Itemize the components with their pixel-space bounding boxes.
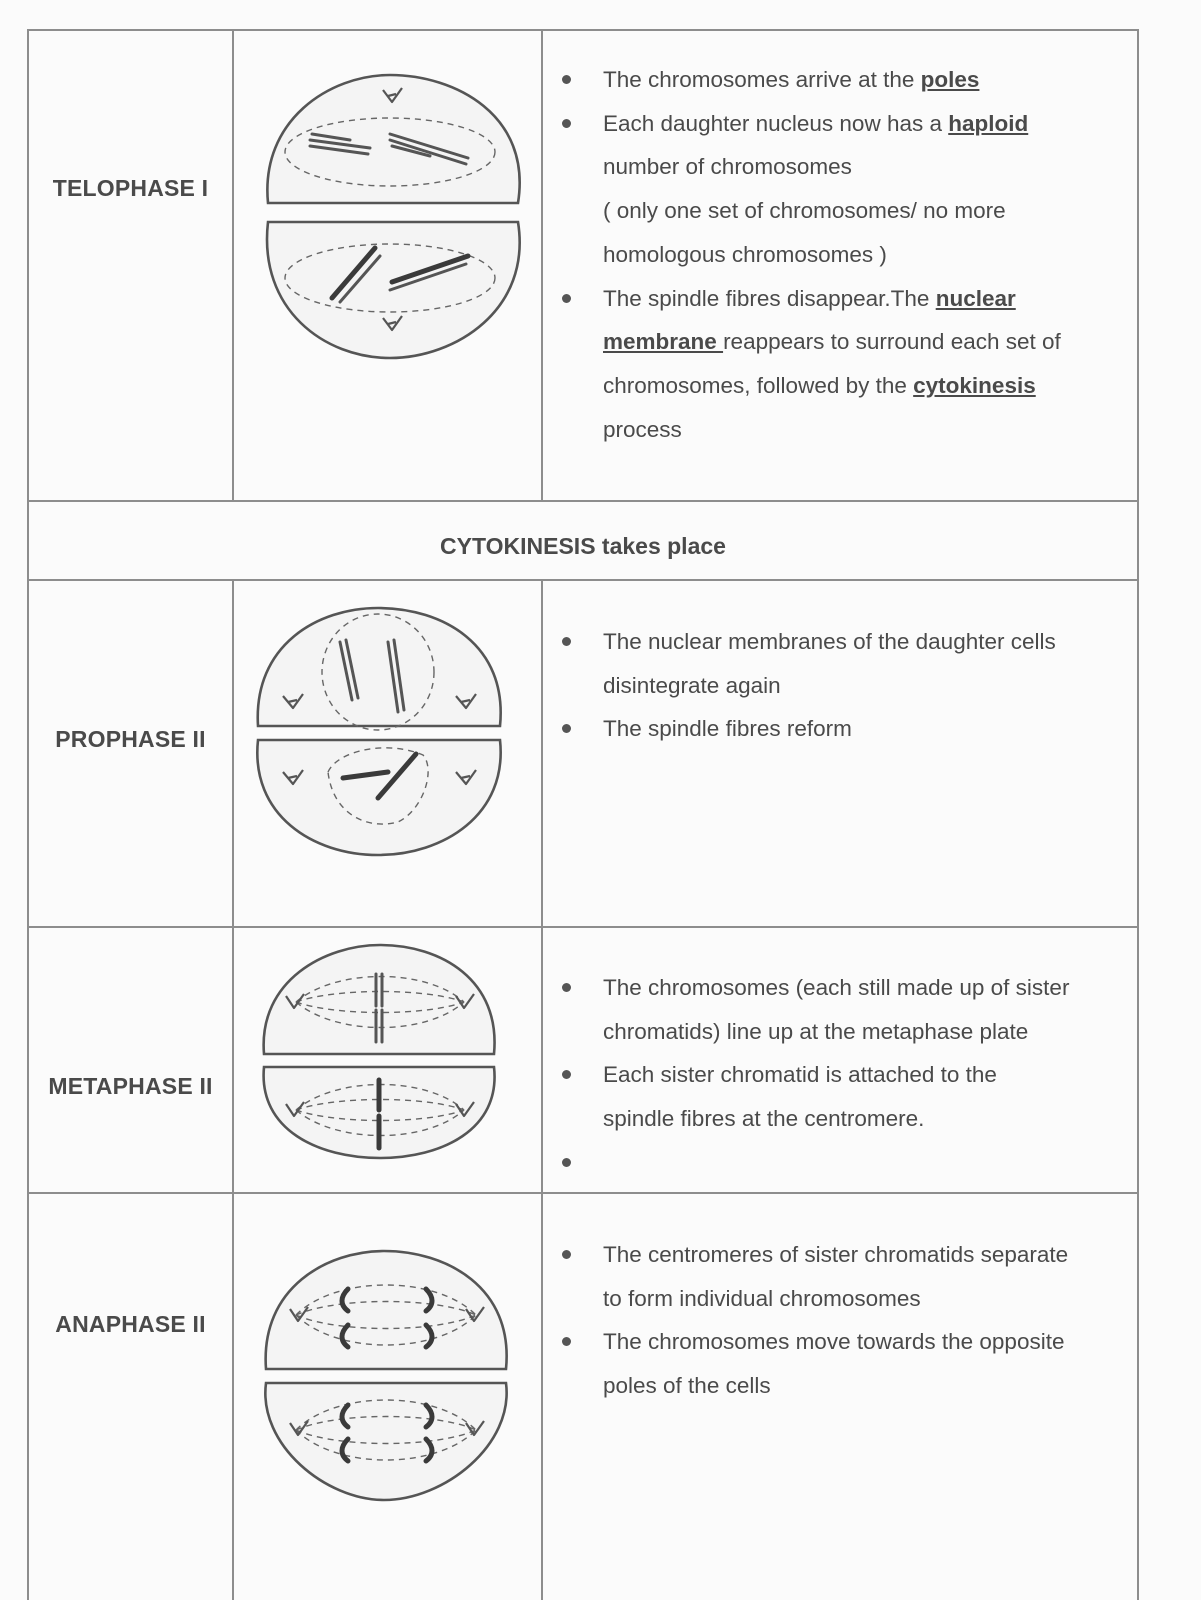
note-line (560, 364, 1135, 408)
stage-label-telophase-1: TELOPHASE I (52, 175, 209, 201)
keyword-haploid: haploid (948, 110, 1029, 136)
row-divider (27, 1192, 1139, 1194)
prophase-2-notes (560, 620, 1135, 751)
stage-label-prophase-2: PROPHASE II (55, 726, 206, 752)
bullet (562, 1158, 571, 1167)
banner-suffix: takes place (595, 533, 726, 559)
note-text: Each sister chromatid is attached to the (603, 1062, 997, 1088)
bullet (562, 1070, 571, 1079)
note-line (560, 1233, 1135, 1277)
note-line: number of chromosomes (603, 154, 852, 180)
keyword-nuclear: nuclear (935, 285, 1016, 311)
note-text: The chromosomes (each still made up of sister (603, 975, 1070, 1000)
banner-stage: CYTOKINESIS (440, 533, 596, 559)
metaphase-2-notes (560, 966, 1135, 1141)
bullet (562, 1250, 571, 1259)
bullet (562, 983, 571, 992)
note-line (560, 966, 1135, 1010)
note-line (560, 620, 1135, 664)
bullet (562, 294, 571, 303)
note-line: homologous chromosomes ) (603, 241, 887, 267)
note-text: Each daughter nucleus now has a (603, 110, 949, 136)
stage-label-anaphase-2: ANAPHASE II (55, 1311, 206, 1337)
note-line (560, 102, 1135, 146)
note-line: process (603, 416, 682, 442)
cytokinesis-banner (28, 533, 1138, 560)
note-line (560, 1320, 1135, 1364)
bullet (562, 637, 571, 646)
bullet (562, 119, 571, 128)
table-top-border (27, 29, 1139, 31)
note-line: ( only one set of chromosomes/ no more (603, 198, 1006, 224)
telophase-1-diagram (240, 60, 540, 410)
anaphase-2-diagram (256, 1245, 516, 1515)
note-text: The nuclear membranes of the daughter cells (603, 629, 1056, 654)
anaphase-2-notes (560, 1233, 1135, 1408)
bullet (562, 1337, 571, 1346)
row-divider (27, 926, 1139, 928)
note-line (560, 1053, 1135, 1097)
note-line: disintegrate again (603, 672, 781, 698)
keyword-membrane: membrane (603, 329, 724, 355)
table-left-border (27, 29, 29, 1600)
prophase-2-diagram (248, 600, 508, 880)
table-right-border (1137, 29, 1139, 1600)
note-line: chromatids) line up at the metaphase plate (603, 1018, 1029, 1044)
keyword-cytokinesis: cytokinesis (913, 372, 1036, 398)
note-line (560, 58, 1135, 102)
note-text: The centromeres of sister chromatids separate (603, 1242, 1069, 1267)
keyword-poles: poles (920, 67, 980, 92)
telophase-1-notes (560, 58, 1135, 451)
bullet (562, 75, 571, 84)
row-divider (27, 579, 1139, 581)
note-line: spindle fibres at the centromere. (603, 1106, 925, 1132)
column-divider (232, 29, 234, 501)
note-text: The spindle fibres disappear.The (603, 285, 936, 311)
column-divider (541, 579, 543, 1600)
note-line (560, 707, 1135, 751)
note-text: The chromosomes arrive at the (603, 67, 921, 92)
note-text: The spindle fibres reform (603, 716, 852, 742)
note-line: to form individual chromosomes (603, 1285, 921, 1311)
bullet (562, 724, 571, 733)
note-line: poles of the cells (603, 1373, 771, 1399)
stage-label-metaphase-2: METAPHASE II (48, 1073, 213, 1099)
note-text: chromosomes, followed by the (603, 372, 914, 398)
column-divider (541, 29, 543, 501)
row-divider (27, 500, 1139, 502)
note-line (560, 320, 1135, 364)
metaphase-2-diagram (256, 940, 506, 1165)
note-line (560, 277, 1135, 321)
note-text: The chromosomes move towards the opposite (603, 1329, 1065, 1355)
note-text: reappears to surround each set of (723, 329, 1061, 355)
